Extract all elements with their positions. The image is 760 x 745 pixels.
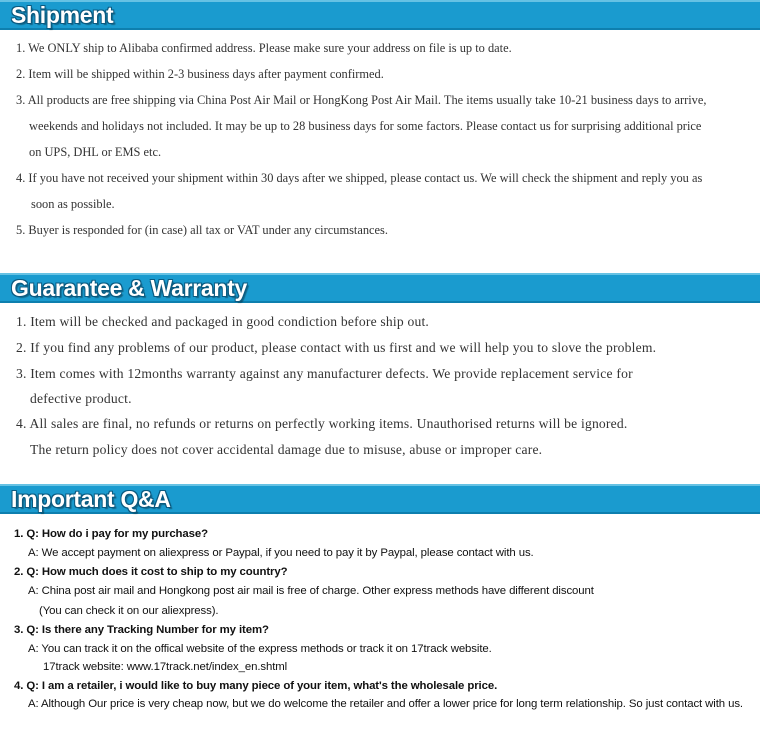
guarantee-banner — [0, 273, 760, 303]
guarantee-title: Guarantee & Warranty — [11, 275, 247, 301]
qa-question-2: 2. Q: How much does it cost to ship to my country? — [14, 566, 288, 578]
guarantee-item-4: 4. All sales are final, no refunds or returns on perfectly working items. Unauthorised returns will be ignored. — [16, 416, 628, 431]
qa-answer-3: A: You can track it on the offical website of the express methods or track it on 17track website. — [28, 643, 492, 655]
qa-question-4: 4. Q: I am a retailer, i would like to buy many piece of your item, what's the wholesale price. — [14, 680, 498, 692]
shipment-item-1: 1. We ONLY ship to Alibaba confirmed address. Please make sure your address on file is up to date. — [16, 41, 512, 55]
shipment-item-4: 4. If you have not received your shipment within 30 days after we shipped, please contact us. We will check the shipment and reply you as — [16, 171, 703, 185]
guarantee-item-1: 1. Item will be checked and packaged in good condiction before ship out. — [16, 314, 430, 329]
shipment-item-3-cont-1: weekends and holidays not included. It may be up to 28 business days for some factors. Please contact us for surprising additional price — [29, 119, 702, 133]
guarantee-item-3-cont: defective product. — [30, 391, 132, 406]
qa-answer-1: A: We accept payment on aliexpress or Paypal, if you need to pay it by Paypal, please contact with us. — [28, 547, 534, 559]
qa-question-3: 3. Q: Is there any Tracking Number for my item? — [14, 624, 269, 636]
qa-title: Important Q&A — [11, 486, 171, 512]
qa-answer-3-cont: 17track website: www.17track.net/index_en.shtml — [43, 661, 288, 673]
shipment-item-3-cont-2: on UPS, DHL or EMS etc. — [29, 145, 162, 159]
shipment-banner — [0, 0, 760, 30]
shipment-item-3: 3. All products are free shipping via China Post Air Mail or HongKong Post Air Mail. The items usually take 10-21 business days to arrive, — [16, 93, 707, 107]
qa-banner — [0, 484, 760, 514]
shipment-item-5: 5. Buyer is responded for (in case) all tax or VAT under any circumstances. — [16, 223, 388, 237]
shipment-item-2: 2. Item will be shipped within 2-3 business days after payment confirmed. — [16, 67, 384, 81]
qa-answer-2-cont: (You can check it on our aliexpress). — [39, 605, 219, 617]
qa-question-1: 1. Q: How do i pay for my purchase? — [14, 528, 208, 540]
shipment-item-4-cont: soon as possible. — [31, 197, 115, 211]
guarantee-item-3: 3. Item comes with 12months warranty against any manufacturer defects. We provide replacement service for — [16, 366, 633, 381]
guarantee-item-2: 2. If you find any problems of our product, please contact with us first and we will help you to slove the problem. — [16, 340, 657, 355]
qa-answer-2: A: China post air mail and Hongkong post air mail is free of charge. Other express methods have different discount — [28, 585, 594, 597]
shipment-title: Shipment — [11, 2, 114, 28]
guarantee-item-4-cont: The return policy does not cover accidental damage due to misuse, abuse or improper care. — [30, 442, 543, 457]
qa-answer-4: A: Although Our price is very cheap now, but we do welcome the retailer and offer a lower price for long term relationship. So just contact with us. — [28, 698, 743, 710]
